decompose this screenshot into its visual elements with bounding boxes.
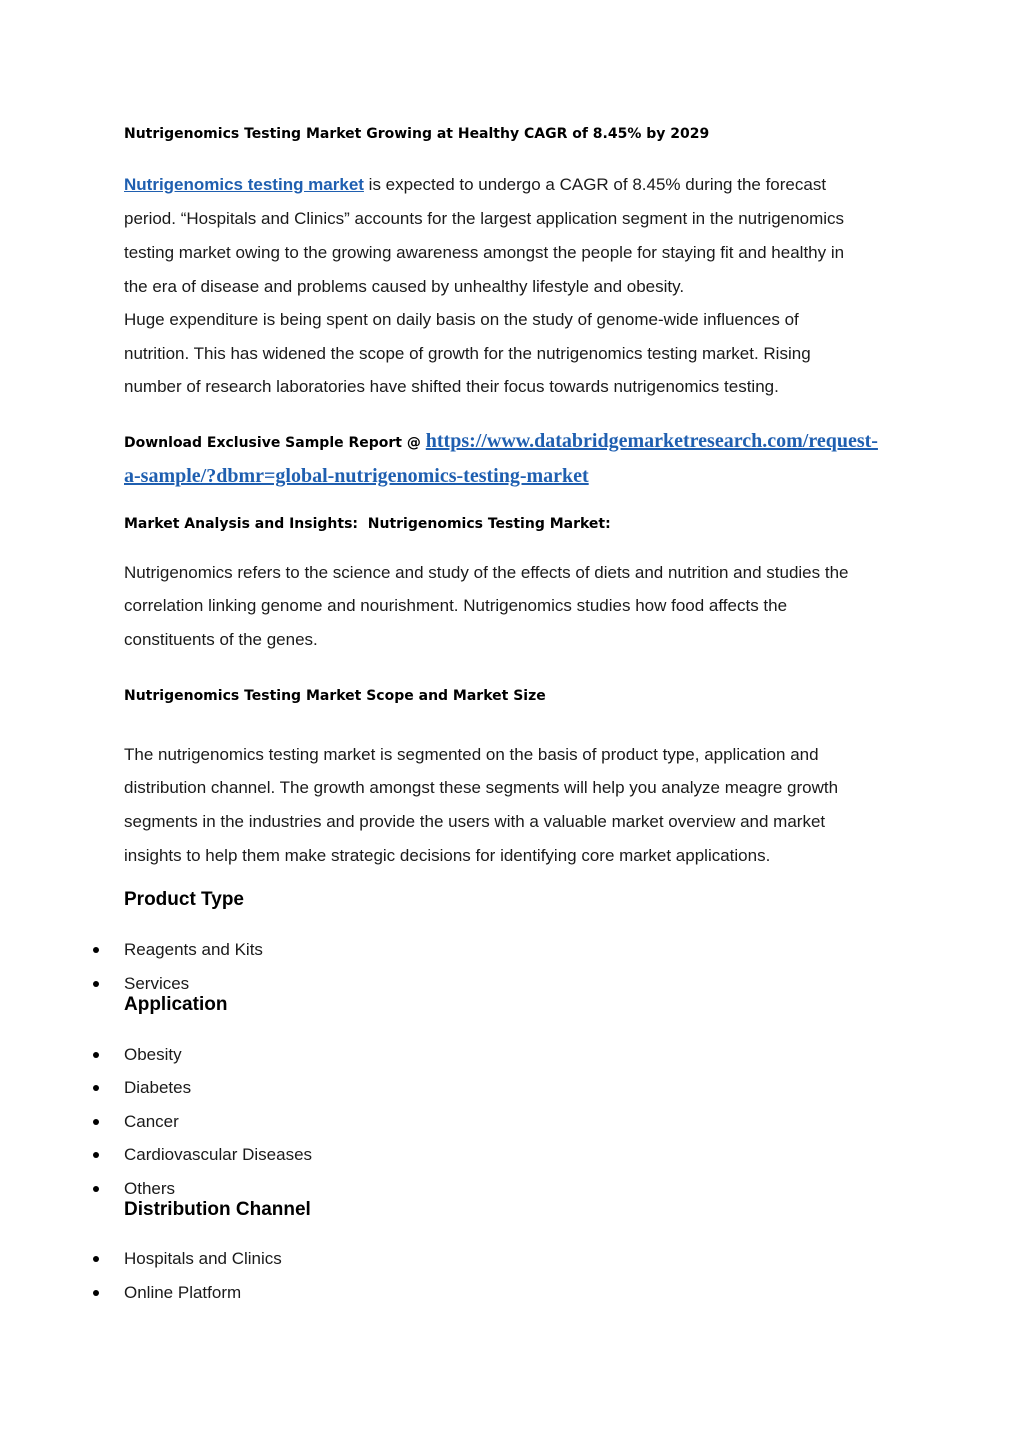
bullet-icon (93, 947, 99, 953)
nutrigenomics-market-link[interactable]: Nutrigenomics testing market (124, 175, 364, 194)
bullet-icon (93, 1152, 99, 1158)
analysis-heading: Market Analysis and Insights: Nutrigenomics Testing Market: (124, 516, 611, 532)
bullet-icon (93, 1186, 99, 1192)
list-item: Hospitals and Clinics (124, 1249, 282, 1268)
intro-line: Huge expenditure is being spent on daily basis on the study of genome-wide influences of (124, 310, 799, 329)
download-line (124, 430, 878, 453)
list-item: Cardiovascular Diseases (124, 1145, 313, 1164)
bullet-icon (93, 1052, 99, 1058)
product-type-heading: Product Type (124, 889, 244, 910)
analysis-line: correlation linking genome and nourishment. Nutrigenomics studies how food affects the (124, 596, 788, 615)
list-item: Obesity (124, 1045, 182, 1064)
application-heading: Application (124, 994, 228, 1015)
scope-line: segments in the industries and provide the users with a valuable market overview and market (124, 812, 826, 831)
intro-line: testing market owing to the growing awareness amongst the people for staying fit and healthy in (124, 243, 845, 262)
document-title: Nutrigenomics Testing Market Growing at Healthy CAGR of 8.45% by 2029 (124, 126, 710, 142)
list-item: Diabetes (124, 1078, 192, 1097)
sample-report-link-continued[interactable]: a-sample/?dbmr=global-nutrigenomics-testing-market (124, 465, 589, 487)
intro-line-1-text: is expected to undergo a CAGR of 8.45% during the forecast (363, 175, 827, 194)
distribution-heading: Distribution Channel (124, 1199, 311, 1220)
bullet-icon (93, 1256, 99, 1262)
scope-line: The nutrigenomics testing market is segmented on the basis of product type, application and (124, 745, 819, 764)
analysis-line: Nutrigenomics refers to the science and study of the effects of diets and nutrition and studies the (124, 563, 849, 582)
scope-line: insights to help them make strategic decisions for identifying core market applications. (124, 846, 771, 865)
download-label: Download Exclusive Sample Report @ (124, 435, 426, 451)
intro-line: number of research laboratories have shifted their focus towards nutrigenomics testing. (124, 377, 779, 396)
bullet-icon (93, 1085, 99, 1091)
list-item: Others (124, 1179, 176, 1198)
bullet-icon (93, 1290, 99, 1296)
intro-line: the era of disease and problems caused by unhealthy lifestyle and obesity. (124, 277, 685, 296)
intro-line-1 (124, 175, 826, 195)
list-item: Online Platform (124, 1283, 242, 1302)
intro-line: nutrition. This has widened the scope of growth for the nutrigenomics testing market. Rising (124, 344, 811, 363)
list-item: Cancer (124, 1112, 179, 1131)
list-item: Reagents and Kits (124, 940, 263, 959)
bullet-icon (93, 1119, 99, 1125)
bullet-icon (93, 981, 99, 987)
download-line-2 (124, 465, 589, 488)
analysis-line: constituents of the genes. (124, 630, 318, 649)
scope-heading: Nutrigenomics Testing Market Scope and Market Size (124, 688, 546, 704)
intro-line: period. “Hospitals and Clinics” accounts for the largest application segment in the nutrigenomics (124, 209, 845, 228)
scope-line: distribution channel. The growth amongst these segments will help you analyze meagre growth (124, 778, 839, 797)
list-item: Services (124, 974, 190, 993)
sample-report-link[interactable]: https://www.databridgemarketresearch.com/request- (425, 430, 878, 452)
